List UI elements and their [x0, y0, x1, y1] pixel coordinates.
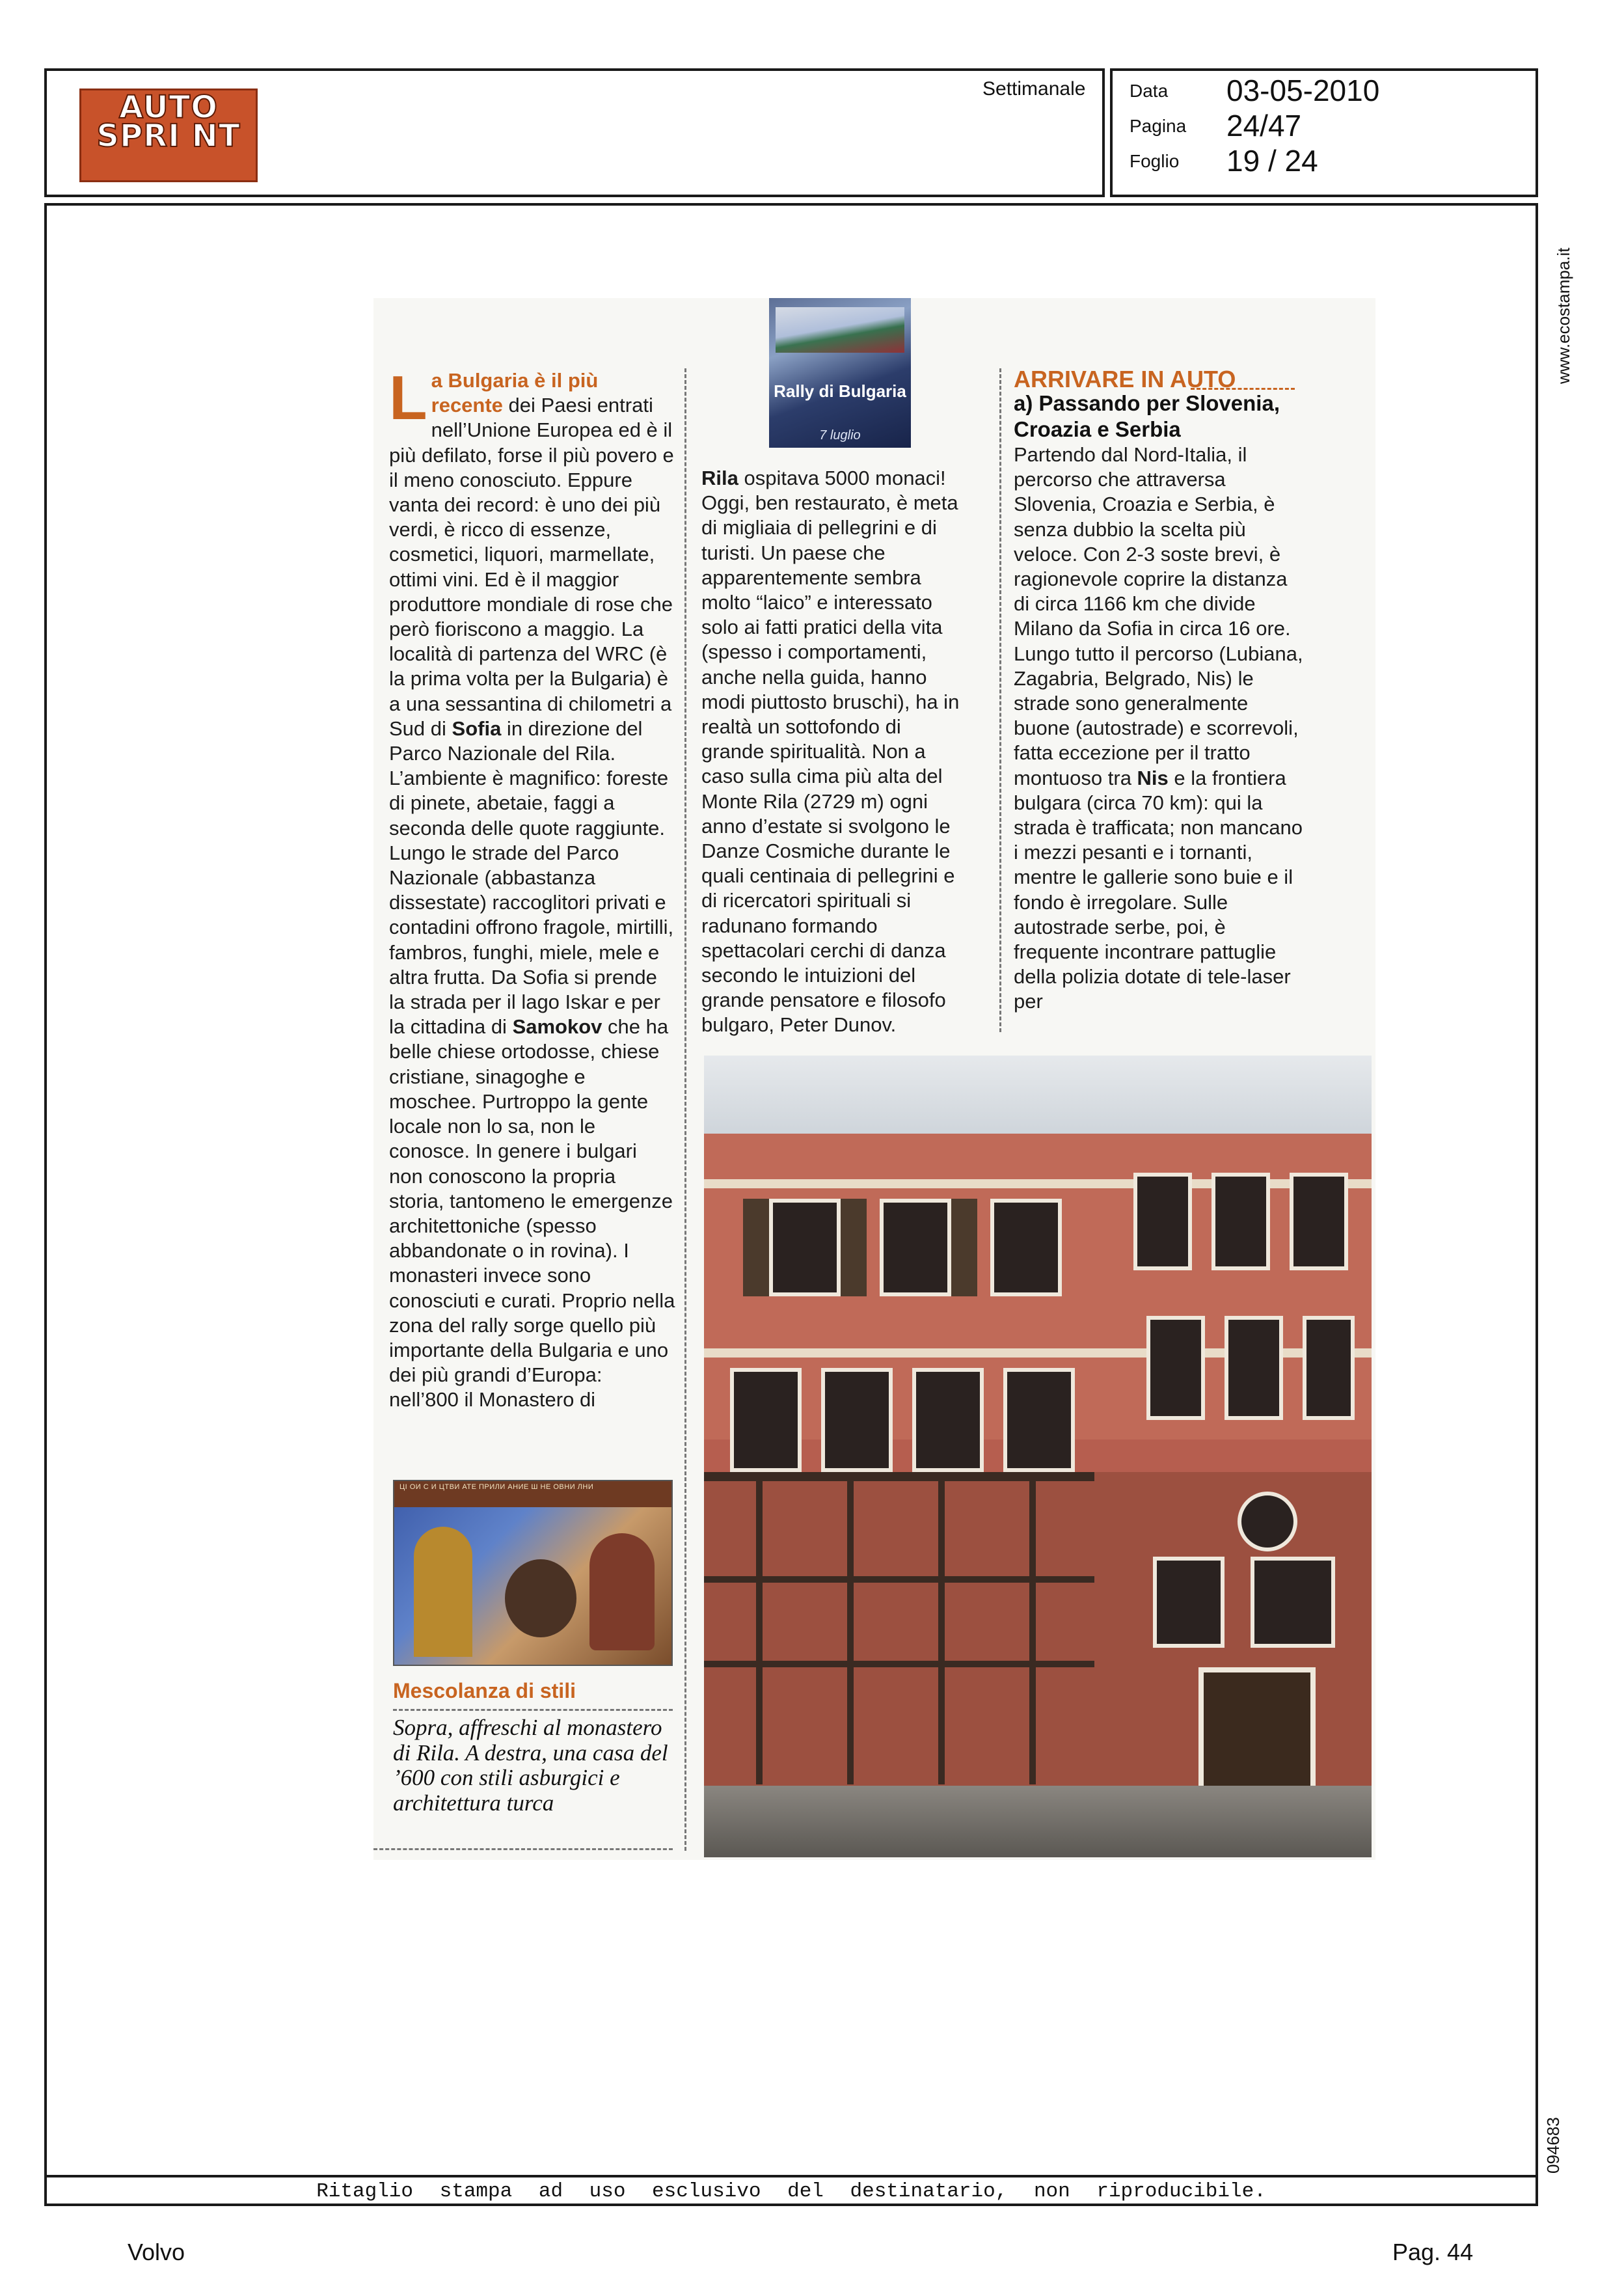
source-url-vertical [1554, 221, 1580, 384]
page-number: Pag. 44 [1392, 2239, 1474, 2265]
body-text: e la frontiera bulgara (circa 70 km): qui la strada è trafficata; non mancano i mezzi pesanti e i tornanti, mentre le gallerie sono buie e il fondo è irregolare. Sulle autostrade serbe, poi, è frequente incontrare pattuglie della polizia dotate di tele-laser per [1014, 766, 1303, 1013]
banner-title: Rally di Bulgaria [774, 381, 906, 401]
caption-title: Mescolanza di stili [393, 1679, 576, 1702]
body-text: Partendo dal Nord-Italia, il percorso che attraversa Slovenia, Croazia e Serbia, è senza dubbio la scelta più veloce. Con 2-3 soste brevi, è ragionevole coprire la distanza di circa 1166 km che divide Milano da Sofia in circa 16 ore. Lungo tutto il percorso (Lubiana, Zagabria, Belgrado, Nis) le strade sono generalmente buone (autostrade) e scorrevoli, fatta eccezione per il tratto montuoso tra [1014, 443, 1303, 789]
place-nis: Nis [1137, 766, 1169, 789]
fresco-figure [505, 1559, 576, 1637]
pagina-value: 24/47 [1226, 109, 1302, 143]
pavement [704, 1786, 1372, 1857]
rally-banner [769, 298, 911, 448]
client-name: Volvo [128, 2239, 185, 2265]
section-subtitle: a) Passando per Slovenia, Croazia e Serbia [1014, 391, 1280, 441]
body-text: ospitava 5000 monaci! Oggi, ben restaurato, è meta di migliaia di pellegrini e di turisti. Un paese che apparentemente sembra molto “laico” e interessato solo ai fatti pratici della vita (spesso i comportamenti, anche nella guida, hanno modi piuttosto bruschi), ha in realtà un sottofondo di grande spiritualità. Non a caso sulla cima più alta del Monte Rila (2729 m) ogni anno d’estate si svolgono le Danze Cosmiche durante le quali centinaia di pellegrini e di ricercatori spirituali si radunano formando spettacolari cerchi di danza secondo le intuizioni del grande pensatore e filosofo bulgaro, Peter Dunov. [701, 467, 960, 1037]
autosprint-logo [79, 89, 258, 182]
drop-cap: L [389, 363, 427, 433]
body-text: in direzione del Parco Nazionale del Rila. L’ambiente è magnifico: foreste di pinete, abetaie, faggi a seconda delle quote raggiunte. Lungo le strade del Parco Nazionale (abbastanza dissestate) raccoglitori privati e contadini offrono fragole, mirtilli, fambros, funghi, miele, mele e altra frutta. Da Sofia si prende la strada per il lago Iskar e per la cittadina di [389, 716, 674, 1039]
column-separator [684, 368, 686, 1851]
foglio-label: Foglio [1130, 151, 1180, 171]
fresco-figure [589, 1533, 655, 1650]
clipping-id: 094683 [1543, 2117, 1563, 2174]
data-value: 03-05-2010 [1226, 74, 1380, 107]
source-url: www.ecostampa.it [1554, 247, 1573, 384]
fresco-photo [393, 1480, 673, 1666]
fresco-inscription-band [394, 1481, 671, 1507]
article-column-3 [1014, 443, 1306, 1015]
place-rila: Rila [701, 467, 738, 489]
place-samokov: Samokov [512, 1015, 602, 1039]
clipping-id-vertical [1543, 2115, 1569, 2180]
foglio-value: 19 / 24 [1226, 144, 1318, 178]
title-underline [1191, 388, 1295, 390]
frequency-label: Settimanale [982, 78, 1086, 100]
sky [704, 1056, 1372, 1134]
logo-text: AUTO SPRI NT [96, 89, 241, 154]
caption-rule [373, 1848, 673, 1850]
flag-image [776, 307, 904, 353]
upper-facade [704, 1134, 1372, 1440]
body-text: dei Paesi entrati nell’Unione Europea ed è il più defilato, forse il più povero e il meno conosciuto. Eppure vanta dei record: è uno dei più verdi, è ricco di essenze, cosmetici, liquori, marmellate, ottimi vini. Ed è il maggior produttore mondiale di rose che però fioriscono a maggio. La località di partenza del WRC (è la prima volta per la Bulgaria) è a una sessantina di chilometri a Sud di [389, 394, 674, 740]
data-label: Data [1130, 81, 1169, 101]
lead-text: a Bulgaria è il più recente [431, 369, 599, 417]
copyright-notice: Ritaglio stampa ad uso esclusivo del destinatario, non riproducibile. [316, 2180, 1266, 2203]
column-separator [999, 368, 1001, 1032]
caption-text: Sopra, affreschi al monastero di Rila. A destra, una casa del ’600 con stili asburgici e architettura turca [393, 1715, 668, 1816]
place-sofia: Sofia [452, 716, 502, 740]
house-photo [704, 1056, 1372, 1857]
pagina-label: Pagina [1130, 116, 1187, 136]
section-title: ARRIVARE IN AUTO [1014, 366, 1236, 392]
fresco-inscription: ЦІ ОИ С И ЦТВИ АТЕ ПРИЛИ АНИЕ Ш НЕ ОВНИ ЛНИ [399, 1483, 594, 1491]
article-column-2 [701, 466, 962, 1038]
fresco-figure [414, 1527, 472, 1657]
body-text: che ha belle chiese ortodosse, chiese cristiane, sinagoghe e moschee. Purtroppo la gente locale non lo sa, non le conosce. In genere i bulgari non conoscono la propria storia, tantomeno le emergenze architettoniche (spesso abbandonate o in rovina). I monasteri invece sono conosciuti e curati. Proprio nella zona del rally sorge quello più importante della Bulgaria e uno dei più grandi d’Europa: nell’800 il Monastero di [389, 1015, 675, 1412]
banner-date: 7 luglio [819, 428, 861, 443]
article-column-1 [389, 363, 675, 1413]
caption-rule [393, 1709, 673, 1711]
footer-rule [44, 2175, 1538, 2177]
